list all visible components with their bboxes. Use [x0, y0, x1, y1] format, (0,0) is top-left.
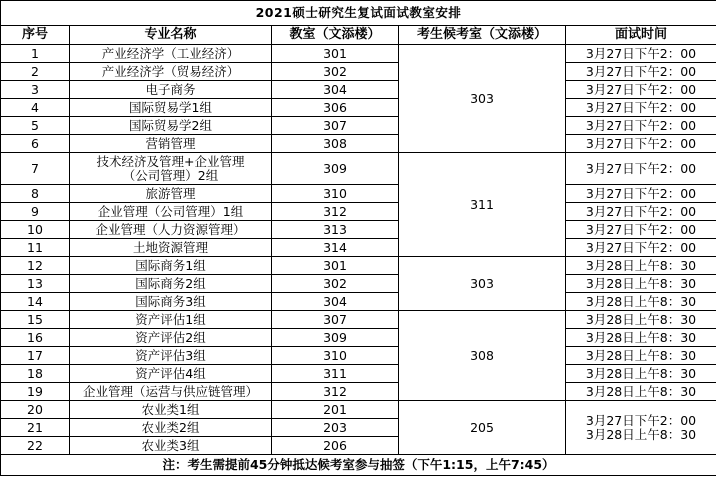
- row-room: 312: [272, 383, 399, 401]
- row-time: 3月28日上午8：30: [566, 365, 716, 383]
- header-row: [1, 26, 716, 45]
- row-major: 资产评估3组: [70, 347, 272, 365]
- row-room: 314: [272, 239, 399, 257]
- row-no: 1: [1, 45, 70, 63]
- row-room: 307: [272, 117, 399, 135]
- row-time: 3月27日下午2：00: [566, 117, 716, 135]
- row-room: 312: [272, 203, 399, 221]
- row-no: 9: [1, 203, 70, 221]
- table-row: [1, 203, 716, 221]
- table-row: [1, 99, 716, 117]
- row-room: 304: [272, 81, 399, 99]
- table-row: [1, 311, 716, 329]
- row-major: 国际商务2组: [70, 275, 272, 293]
- row-room: 309: [272, 329, 399, 347]
- row-major: 农业类1组: [70, 401, 272, 419]
- row-room: 309: [272, 153, 399, 185]
- row-no: 15: [1, 311, 70, 329]
- row-no: 16: [1, 329, 70, 347]
- row-time: 3月27日下午2：00: [566, 135, 716, 153]
- row-time: 3月28日上午8：30: [566, 293, 716, 311]
- table-row: [1, 257, 716, 275]
- row-major: 旅游管理: [70, 185, 272, 203]
- row-major: 土地资源管理: [70, 239, 272, 257]
- row-no: 10: [1, 221, 70, 239]
- row-major: 营销管理: [70, 135, 272, 153]
- table-row: [1, 293, 716, 311]
- table-row: [1, 383, 716, 401]
- table-row: [1, 239, 716, 257]
- row-time: 3月27日下午2：00: [566, 45, 716, 63]
- row-major: 产业经济学（工业经济）: [70, 45, 272, 63]
- row-no: 14: [1, 293, 70, 311]
- waiting-room-cell: 303: [399, 257, 566, 311]
- page-title: 2021硕士研究生复试面试教室安排: [1, 1, 716, 26]
- row-no: 2: [1, 63, 70, 81]
- table-row: [1, 275, 716, 293]
- row-major: 资产评估2组: [70, 329, 272, 347]
- row-major: 国际商务1组: [70, 257, 272, 275]
- row-no: 4: [1, 99, 70, 117]
- table-row: [1, 135, 716, 153]
- row-room: 311: [272, 365, 399, 383]
- row-no: 3: [1, 81, 70, 99]
- table-row: [1, 81, 716, 99]
- row-major: 国际贸易学2组: [70, 117, 272, 135]
- row-time: 3月28日上午8：30: [566, 275, 716, 293]
- row-no: 7: [1, 153, 70, 185]
- row-room: 203: [272, 419, 399, 437]
- row-time: 3月28日上午8：30: [566, 311, 716, 329]
- header-room: 教室（文添楼）: [272, 26, 399, 45]
- table-row: [1, 347, 716, 365]
- row-time: 3月27日下午2：00: [566, 81, 716, 99]
- row-no: 18: [1, 365, 70, 383]
- row-time: 3月28日上午8：30: [566, 257, 716, 275]
- row-room: 304: [272, 293, 399, 311]
- row-time: 3月28日上午8：30: [566, 329, 716, 347]
- row-major: 资产评估1组: [70, 311, 272, 329]
- header-time: 面试时间: [566, 26, 716, 45]
- row-no: 8: [1, 185, 70, 203]
- row-room: 302: [272, 63, 399, 81]
- row-no: 17: [1, 347, 70, 365]
- row-time: 3月28日上午8：30: [566, 383, 716, 401]
- table-row: [1, 45, 716, 63]
- row-major: 农业类2组: [70, 419, 272, 437]
- table-row: [1, 117, 716, 135]
- row-no: 20: [1, 401, 70, 419]
- table-row: [1, 153, 716, 185]
- table-row: [1, 221, 716, 239]
- row-major: 国际商务3组: [70, 293, 272, 311]
- row-room: 206: [272, 437, 399, 455]
- group-time-cell: [566, 401, 716, 455]
- row-major: [70, 153, 272, 185]
- row-no: 6: [1, 135, 70, 153]
- row-time: 3月27日下午2：00: [566, 153, 716, 185]
- row-no: 22: [1, 437, 70, 455]
- header-major: 专业名称: [70, 26, 272, 45]
- row-major: 农业类3组: [70, 437, 272, 455]
- row-room: 308: [272, 135, 399, 153]
- row-room: 301: [272, 257, 399, 275]
- waiting-room-cell: 303: [399, 45, 566, 153]
- row-major-line-1: 技术经济及管理+企业管理: [96, 153, 245, 169]
- header-no: 序号: [1, 26, 70, 45]
- footer-note: 注：考生需提前45分钟抵达候考室参与抽签（下午1:15，上午7:45）: [1, 455, 716, 476]
- row-time: 3月27日下午2：00: [566, 239, 716, 257]
- row-major: 电子商务: [70, 81, 272, 99]
- row-time: 3月27日下午2：00: [566, 203, 716, 221]
- table-row: [1, 401, 716, 419]
- row-major: 企业管理（公司管理）1组: [70, 203, 272, 221]
- row-major: 国际贸易学1组: [70, 99, 272, 117]
- table-row: [1, 63, 716, 81]
- waiting-room-cell: 205: [399, 401, 566, 455]
- row-no: 12: [1, 257, 70, 275]
- table-row: [1, 365, 716, 383]
- row-room: 302: [272, 275, 399, 293]
- row-major: 企业管理（人力资源管理）: [70, 221, 272, 239]
- row-time: 3月27日下午2：00: [566, 185, 716, 203]
- row-room: 313: [272, 221, 399, 239]
- row-time: 3月27日下午2：00: [566, 221, 716, 239]
- row-time: 3月27日下午2：00: [566, 99, 716, 117]
- row-room: 201: [272, 401, 399, 419]
- row-time: 3月27日下午2：00: [566, 63, 716, 81]
- table-row: [1, 185, 716, 203]
- group-time-1: 3月27日下午2：00: [585, 412, 697, 428]
- header-waiting-room: 考生候考室（文添楼）: [399, 26, 566, 45]
- row-no: 5: [1, 117, 70, 135]
- waiting-room-cell: 308: [399, 311, 566, 401]
- row-room: 310: [272, 347, 399, 365]
- row-no: 21: [1, 419, 70, 437]
- row-major: 产业经济学（贸易经济）: [70, 63, 272, 81]
- table-row: [1, 329, 716, 347]
- row-room: 310: [272, 185, 399, 203]
- row-room: 301: [272, 45, 399, 63]
- group-time-2: 3月28日上午8：30: [585, 426, 697, 442]
- waiting-room-cell: 311: [399, 153, 566, 257]
- row-major: 企业管理（运营与供应链管理）: [70, 383, 272, 401]
- row-major-line-2: （公司管理）2组: [122, 167, 219, 183]
- row-time: 3月28日上午8：30: [566, 347, 716, 365]
- row-no: 11: [1, 239, 70, 257]
- row-room: 307: [272, 311, 399, 329]
- row-no: 13: [1, 275, 70, 293]
- row-no: 19: [1, 383, 70, 401]
- row-room: 306: [272, 99, 399, 117]
- row-major: 资产评估4组: [70, 365, 272, 383]
